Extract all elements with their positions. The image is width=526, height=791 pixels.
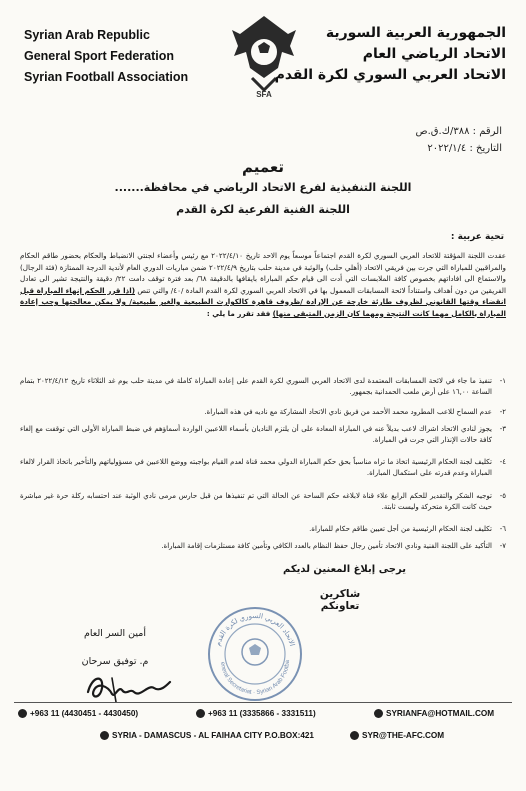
signatory-name: م. توفيق سرحان bbox=[81, 656, 149, 667]
document-date-value: ٢٠٢٢/١/٤ bbox=[427, 143, 467, 154]
fax-icon bbox=[196, 709, 205, 718]
greeting: تحية عربية : bbox=[450, 232, 504, 242]
reference-number-value: ٣٨٨/ك.ق.ص bbox=[415, 126, 470, 137]
decision-item bbox=[20, 457, 506, 479]
notify-line: يرجى إبلاغ المعنين لديكم bbox=[283, 564, 406, 575]
header-ar-line1: الجمهورية العربية السورية bbox=[325, 25, 506, 41]
stamp-text-ar: الاتحاد العربي السوري لكرة القدم bbox=[213, 611, 297, 648]
decision-item bbox=[20, 424, 506, 446]
document-date-label: التاريخ : bbox=[469, 143, 502, 154]
decision-text: تكليف لجنة الحكام الرئيسية اتخاذ ما تراه مناسباً بحق حكم المباراة الدولي محمد قناة لعدم القيام بواجبته ووضع اللاعبين في مسؤولياتهم والتأخير باتخاذ القرار لالغاء المباراة وعدم قدرته على استكمال المباراة. bbox=[20, 458, 492, 477]
email-icon bbox=[374, 709, 383, 718]
decision-text: تنفيذ ما جاء في لائحة المسابقات المعتمدة لدى الاتحاد العربي السوري لكرة القدم على إعادة المباراة كاملة في مدينة حلب يوم غد الثلاثاء تاريخ ٢٠٢٢/٤/١٢ بتمام الساعة ١٦,٠٠ على أرض ملعب الحمدانية بجمهور. bbox=[20, 377, 492, 396]
decision-item bbox=[20, 407, 506, 418]
document-date bbox=[427, 143, 502, 154]
header-en-line2: General Sport Federation bbox=[24, 49, 175, 63]
addressee-technical-committee: اللجنة الفنية الفرعية لكرة القدم bbox=[176, 203, 350, 216]
web-icon bbox=[350, 731, 359, 740]
decision-text: يجوز لنادي الاتحاد اشراك لاعب بديلاً عنه في المباراة المعادة على أن يلتزم الناديان بأسماء اللاعبين الواردة أسماؤهم في ضبط المباراة الأولى التي توقفت مع إلغاء كافة حالات الإنذار التي جرت في المباراة. bbox=[20, 425, 492, 444]
footer-web bbox=[350, 731, 444, 740]
handwritten-signature bbox=[82, 668, 174, 706]
decision-number: ١- bbox=[499, 377, 506, 385]
signatory-title: أمين السر العام bbox=[83, 628, 146, 639]
stamp-seal-icon bbox=[205, 604, 305, 704]
footer-phone-2 bbox=[196, 709, 316, 718]
decision-item bbox=[20, 491, 506, 513]
footer-address bbox=[100, 731, 314, 740]
footer-email-text: SYRIANFA@HOTMAIL.COM bbox=[386, 709, 495, 718]
logo-label: SFA bbox=[256, 90, 272, 99]
stamp-text-en: eneral Secretariat · Syrian Arab Footba bbox=[219, 659, 292, 697]
location-icon bbox=[100, 731, 109, 740]
addressee-executive-committee: اللجنة التنفيذية لفرع الاتحاد الرياضي في محافظة....... bbox=[114, 181, 412, 194]
decision-text: توجيه الشكر والتقدير للحكم الرابع علاء قناة لابلاغه حكم الساحة عن الحالة التي تم تنفيذها من قبل حارس مرمى نادي الوثبة عند احتسابه ركلة حرة غير مباشرة حيث كانت الكرة متحركة وليست ثابتة. bbox=[20, 492, 492, 511]
thanks-line: شاكرين تعاونكم bbox=[319, 588, 361, 612]
header-ar-line3: الاتحاد العربي السوري لكرة القدم bbox=[274, 67, 506, 83]
decision-number: ٦- bbox=[499, 525, 506, 533]
main-paragraph-end: فقد تقرر ما يلي : bbox=[206, 308, 271, 318]
decision-number: ٧- bbox=[499, 542, 506, 550]
footer-web-text: SYR@THE-AFC.COM bbox=[362, 731, 445, 740]
footer-phone-2-text: +963 11 (3335866 - 3331511) bbox=[208, 709, 316, 718]
official-stamp bbox=[205, 604, 305, 704]
footer-divider bbox=[14, 702, 512, 703]
footer-phone-1-text: +963 11 (4430451 - 4430450) bbox=[30, 709, 139, 718]
decision-text: التأكيد على اللجنة الفنية ونادي الاتحاد تأمين رجال حفظ النظام بالعدد الكافي وتأمين كافة مستلزمات إقامة المباراة. bbox=[161, 542, 492, 550]
decision-item bbox=[20, 524, 506, 535]
footer-phone-1 bbox=[18, 709, 138, 718]
header-en-line1: Syrian Arab Republic bbox=[24, 28, 150, 42]
reference-number-label: الرقم : bbox=[472, 126, 502, 137]
decision-number: ٢- bbox=[499, 408, 506, 416]
article-40-quote: (اذا قرر الحكم إنهاء المباراة قبل انقضاء وقتها القانوني لظروف طارئة خارجة عن الإرادة /ظروف قاهرة كالكوارث الطبيعية والغير طبيعية/ ولا يمكن معالجتها وجب إعادة المباراة بالكامل مهما كانت النتيجة ومهما كان الزمن المتبقي منها) bbox=[20, 285, 506, 318]
footer-address-text: SYRIA - DAMASCUS - AL FAIHAA CITY P.O.BOX:421 bbox=[112, 731, 314, 740]
document-title: تعميم bbox=[241, 158, 285, 176]
decision-text: عدم السماح للاعب المطرود محمد الأحمد من فريق نادي الاتحاد المشاركة مع ناديه في هذه المباراة. bbox=[204, 408, 492, 416]
header-ar-line2: الاتحاد الرياضي العام bbox=[362, 46, 506, 62]
main-paragraph-text: عقدت اللجنة المؤقتة للاتحاد العربي السوري لكرة القدم اجتماعاً موسعاً يوم الاحد تاريخ ٢٠٢٢/٤/١٠ مع رئيس وأعضاء لجنتي الانضباط والحكام بحضور طاقم الحكام والمراقبين للمباراة التي جرت بين فريقي الاتحاد (أهلي حلب) والوثبة في مدينة حلب بتاريخ ٢٠٢٢/٤/٩ ضمن مباريات الدوري العام لأندية الدرجة الممتازة (فئة الرجال) والاستماع الى افاداتهم بخصوص كافة الملابسات التي أدت الى قيام حكم المباراة بايقافها بالدقيقة ٦٨/ بعد فترة توقف دامت ٢٢/ دقيقة والنتيجة تشير الى تعادل الفريقين من دون أهداف واستناداً لائحة المسابقات المعمول بها في الاتحاد العربي السوري لكرة القدم المادة /٤٠/ والتي تنص bbox=[20, 251, 507, 295]
decision-item bbox=[20, 376, 506, 398]
decision-number: ٤- bbox=[499, 458, 506, 466]
footer-email bbox=[374, 709, 494, 718]
decision-text: تكليف لجنة الحكام الرئيسية من أجل تعيين طاقم حكام للمباراة. bbox=[309, 525, 492, 533]
decision-number: ٣- bbox=[499, 425, 506, 433]
header-en-line3: Syrian Football Association bbox=[24, 70, 189, 84]
phone-icon bbox=[18, 709, 27, 718]
decision-item bbox=[20, 541, 506, 552]
reference-number bbox=[416, 126, 502, 137]
decision-number: ٥- bbox=[499, 492, 506, 500]
sfa-logo bbox=[228, 12, 300, 104]
main-paragraph bbox=[20, 250, 506, 319]
